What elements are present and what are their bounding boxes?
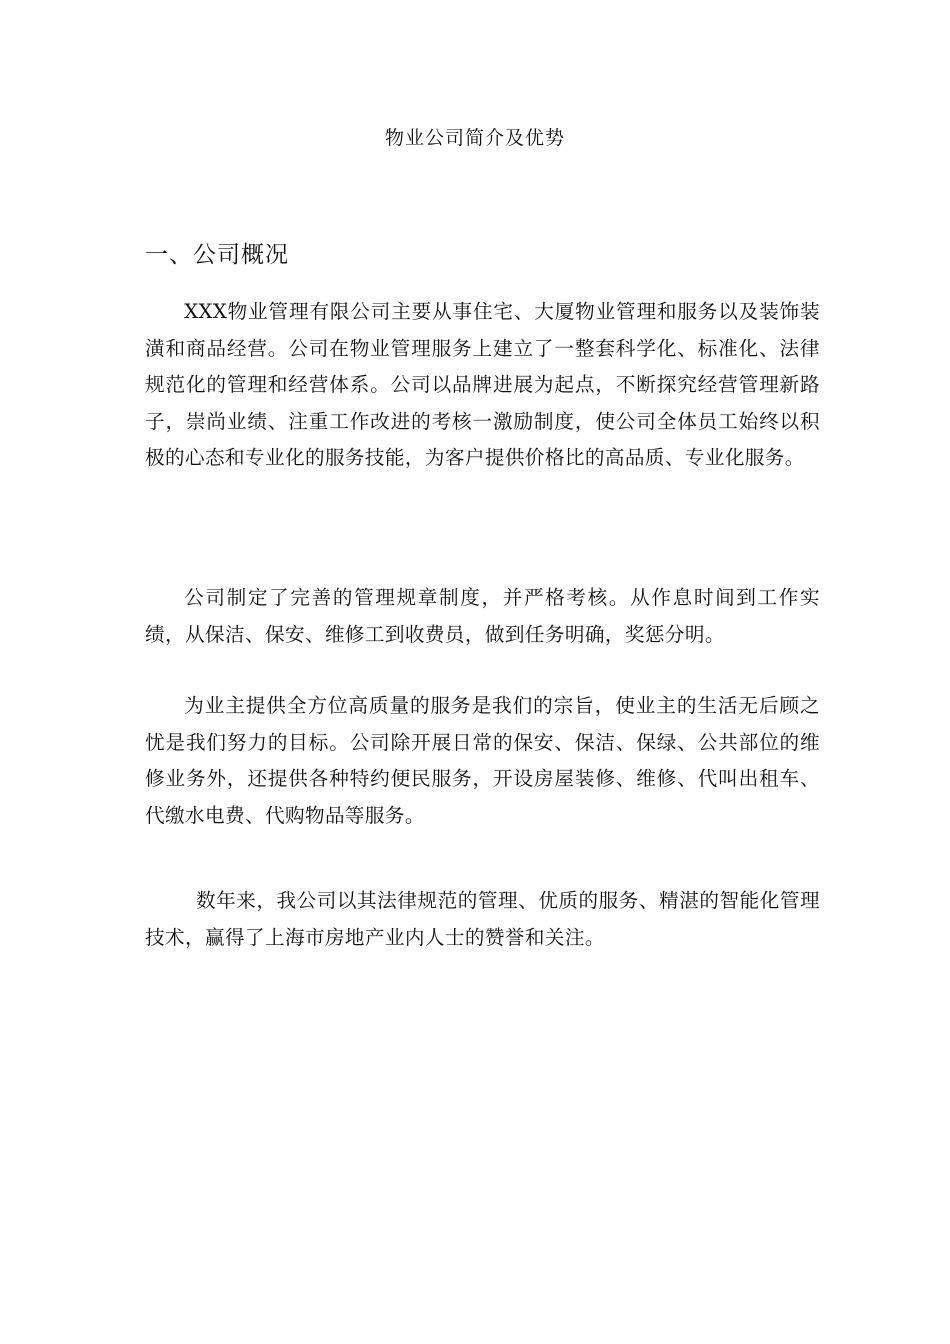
paragraph-service-purpose: 为业主提供全方位高质量的服务是我们的宗旨，使业主的生活无后顾之忧是我们努力的目标。公司除开展日常的保安、保洁、保绿、公共部位的维修业务外，还提供各种特约便民服务，开设房屋装修、维修、代叫出租车、代缴水电费、代购物品等服务。 (145, 694, 820, 827)
paragraph-reputation: 数年来，我公司以其法律规范的管理、优质的服务、精湛的智能化管理技术，赢得了上海市房地产业内人士的赞誉和关注。 (145, 889, 820, 949)
section-heading: 一、公司概况 (145, 242, 289, 268)
paragraph-management-rules: 公司制定了完善的管理规章制度，并严格考核。从作息时间到工作实绩，从保洁、保安、维修工到收费员，做到任务明确，奖惩分明。 (145, 586, 820, 646)
document-title: 物业公司简介及优势 (384, 127, 565, 149)
paragraph-company-overview: XXX物业管理有限公司主要从事住宅、大厦物业管理和服务以及装饰装潢和商品经营。公司在物业管理服务上建立了一整套科学化、标准化、法律规范化的管理和经营体系。公司以品牌进展为起点，不断探究经营管理新路子，崇尚业绩、注重工作改进的考核一激励制度，使公司全体员工始终以积极的心态和专业化的服务技能，为客户提供价格比的高品质、专业化服务。 (145, 300, 820, 469)
